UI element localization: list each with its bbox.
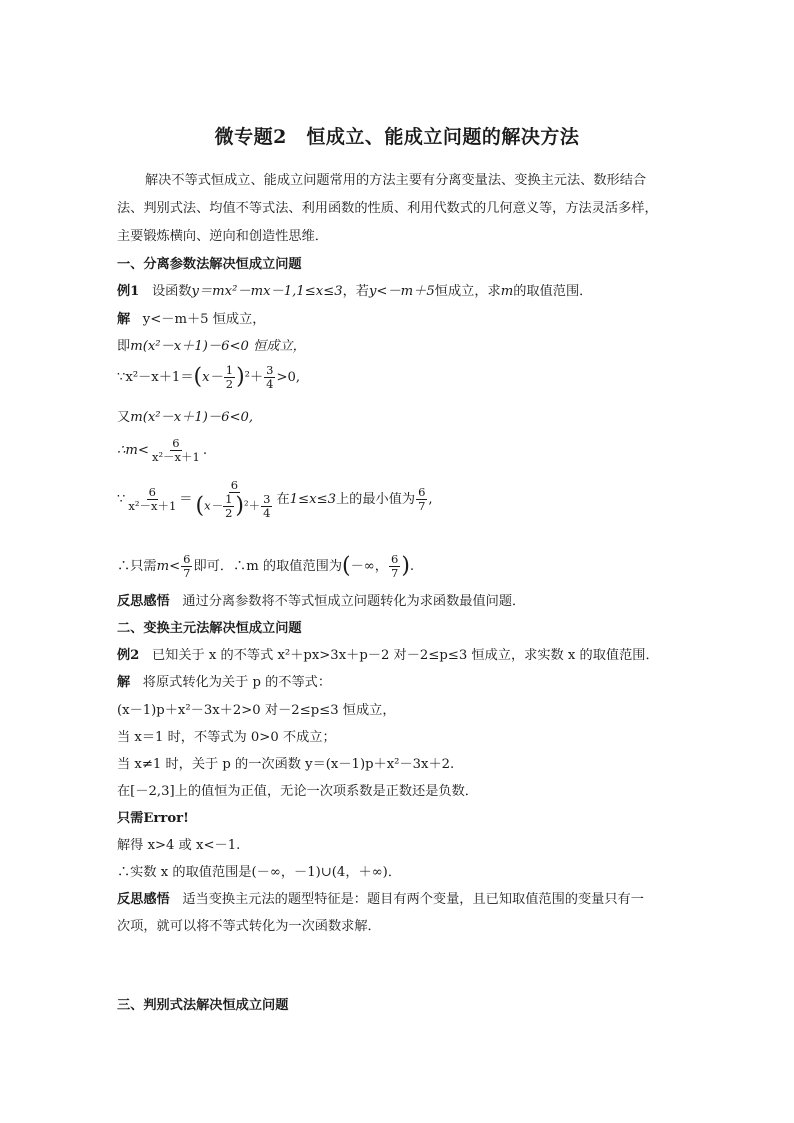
reflection-2-line-2: 次项，就可以将不等式转化为一次函数求解．: [117, 919, 381, 934]
fraction-six-over-quadratic: $\frac{6}{\text{x²－x＋1}}$: [151, 436, 200, 464]
solution-1-line-1: [117, 311, 265, 329]
solution-1-text-6b: ＝: [179, 492, 193, 507]
solution-2-label: 解: [117, 675, 131, 690]
solution-1-text-5a: ∴m<: [117, 443, 149, 458]
solution-1-text-6c: 在: [276, 492, 290, 507]
solution-2-line-8: ∴实数 x 的取值范围是(－∞，－1)∪(4，＋∞)．: [117, 865, 402, 880]
example-1-label: 例1: [117, 284, 140, 299]
fraction-three-quarters: $\frac{3}{4}$: [266, 363, 274, 391]
solution-1-line-3: [117, 361, 300, 395]
solution-1-text-2a: 即: [117, 339, 131, 354]
solution-1-text-3a: ∵x²－x＋1＝: [117, 370, 194, 385]
solution-2-line-2: (x－1)p＋x²－3x＋2>0 对－2≤p≤3 恒成立，: [117, 703, 396, 718]
solution-2-text-1: 将原式转化为关于 p 的不等式：: [142, 675, 332, 690]
fraction-six-sevenths-2: $\frac{6}{7}$: [183, 552, 191, 580]
solution-1-text-7d: －∞，: [350, 559, 388, 574]
right-paren: ): [236, 364, 245, 390]
solution-1-text-7a: ∴只需: [117, 559, 157, 574]
left-paren: (: [193, 364, 203, 390]
example-1-function: y＝mx²－mx－1,1≤x≤3: [191, 284, 343, 299]
section-3-heading: 三、判别式法解决恒成立问题: [117, 998, 289, 1013]
example-1-condition: y<－m＋5: [368, 284, 435, 299]
solution-1-line-4: [117, 409, 253, 427]
example-2-text: 已知关于 x 的不等式 x²＋px>3x＋p－2 对－2≤p≤3 恒成立，求实数 x 的取值范围．: [151, 648, 659, 663]
solution-2-line-4: 当 x≠1 时，关于 p 的一次函数 y＝(x－1)p＋x²－3x＋2.: [117, 757, 455, 772]
section-2-heading: 二、变换主元法解决恒成立问题: [117, 621, 302, 636]
solution-1-text-3b: x－: [202, 370, 223, 385]
solution-1-text-5b: .: [202, 443, 208, 458]
solution-2-line-6: [117, 810, 189, 828]
example-1-text-a: 设函数: [151, 284, 192, 299]
solution-1-text-7b: m<: [156, 559, 181, 574]
example-1-text-d: 的取值范围．: [513, 284, 593, 299]
solution-1-text-3d: >0,: [276, 370, 301, 385]
solution-2-error-text: Error!: [143, 811, 189, 826]
fraction-six-sevenths-3: $\frac{6}{7}$: [391, 552, 399, 580]
solution-1-text-6f: ,: [428, 492, 433, 507]
reflection-2: [117, 891, 644, 909]
example-1-text-b: ，若: [342, 284, 369, 299]
fraction-six-over-quadratic-2: $\frac{6}{\text{x²－x＋1}}$: [128, 485, 177, 513]
reflection-1-label: 反思感悟: [117, 594, 170, 609]
reflection-2-text-a: 适当变换主元法的题型特征是：题目有两个变量，且已知取值范围的变量只有一: [182, 892, 644, 907]
example-2: [117, 647, 659, 665]
solution-1-text-7c: 即可．∴m 的取值范围为: [193, 559, 343, 574]
section-1-heading: 一、分离参数法解决恒成立问题: [117, 257, 302, 272]
solution-1-line-6: [117, 478, 433, 522]
solution-1-label: 解: [117, 312, 131, 327]
solution-2-line-3: 当 x＝1 时，不等式为 0>0 不成立；: [117, 730, 336, 745]
solution-1-text-1: y<－m＋5 恒成立，: [142, 312, 266, 327]
intro-line-2: 法、判别式法、均值不等式法、利用函数的性质、利用代数式的几何意义等，方法灵活多样，: [117, 201, 658, 216]
reflection-2-label: 反思感悟: [117, 892, 170, 907]
example-1-var: m: [500, 284, 514, 299]
fraction-six-over-completed-square: 6 (x－ $\frac{1}{2}$ )²＋ $\frac{3}{4}$: [195, 478, 271, 520]
solution-1-text-6e: 上的最小值为: [335, 492, 416, 507]
intro-line-3: 主要锻炼横向、逆向和创造性思维．: [117, 229, 328, 244]
solution-1-line-2: [117, 338, 306, 356]
page-title: 微专题2 恒成立、能成立问题的解决方法: [214, 126, 580, 148]
intro-line-1: 解决不等式恒成立、能成立问题常用的方法主要有分离变量法、变换主元法、数形结合: [145, 173, 647, 188]
solution-1-line-7: ∴只需m< $\frac{6}{7}$ 即可．∴m 的取值范围为(－∞， $\frac{6}{7}$ ).: [117, 552, 415, 580]
example-1: [117, 283, 592, 301]
reflection-1-text: 通过分离参数将不等式恒成立问题转化为求函数最值问题．: [182, 594, 526, 609]
example-2-label: 例2: [117, 648, 140, 663]
solution-1-text-4a: 又: [117, 410, 131, 425]
solution-2-line-5: 在[－2,3]上的值恒为正值，无论一次项系数是正数还是负数．: [117, 784, 478, 799]
solution-1-line-5: [117, 434, 207, 468]
solution-1-text-7e: .: [409, 559, 415, 574]
solution-1-text-6d: 1≤x≤3: [289, 492, 336, 507]
solution-2-line-1: [117, 674, 331, 692]
solution-2-line-7: 解得 x>4 或 x<－1.: [117, 838, 241, 853]
solution-1-text-3c: ²＋: [244, 370, 264, 385]
fraction-six-sevenths: $\frac{6}{7}$: [418, 485, 426, 513]
example-1-text-c: 恒成立，求: [434, 284, 501, 299]
solution-1-text-2b: m(x²－x＋1)－6<0 恒成立，: [130, 339, 306, 354]
solution-1-text-6a: ∵: [117, 492, 126, 507]
reflection-1: [117, 593, 525, 611]
solution-2-text-6a: 只需: [117, 811, 144, 826]
solution-1-text-4b: m(x²－x＋1)－6<0,: [130, 410, 254, 425]
fraction-half: $\frac{1}{2}$: [225, 363, 234, 391]
